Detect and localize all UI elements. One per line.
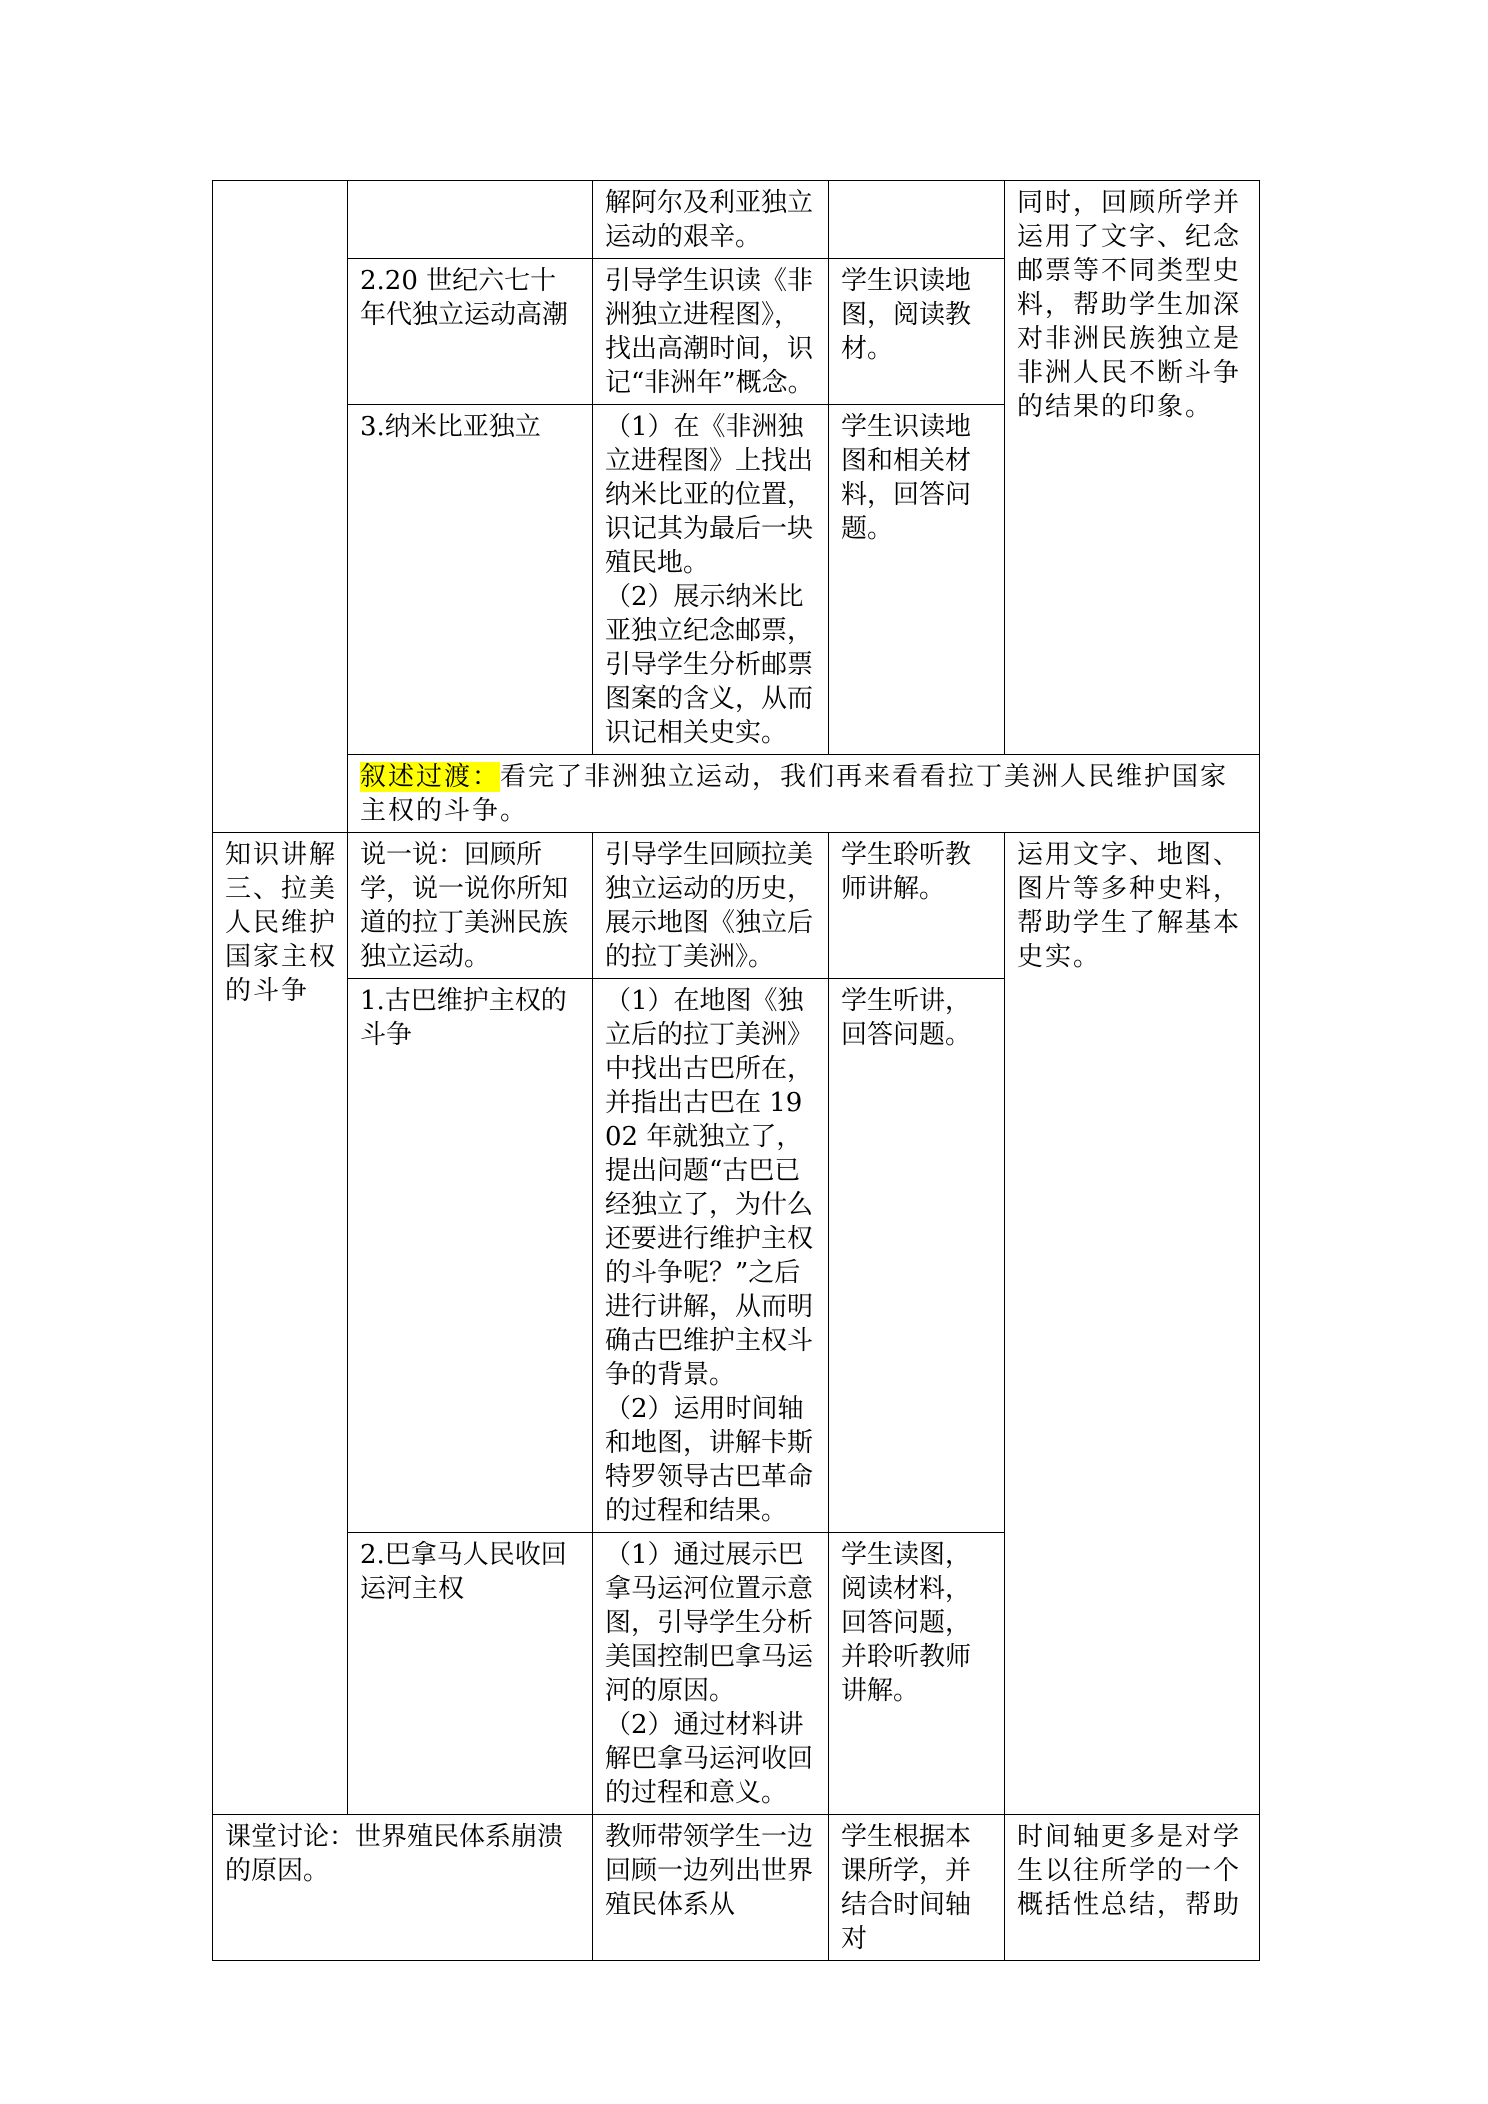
activity-cell bbox=[593, 979, 829, 1533]
section-title-cell bbox=[213, 833, 348, 1815]
student-cell bbox=[829, 1815, 1005, 1961]
activity-cell bbox=[593, 259, 829, 405]
student-text: 学生识读地图和相关材料，回答问题。 bbox=[841, 412, 972, 544]
topic-cell bbox=[348, 181, 593, 259]
topic-text: 说一说：回顾所学，说一说你所知道的拉丁美洲民族独立运动。 bbox=[360, 840, 569, 972]
student-text: 学生根据本课所学，并结合时间轴对 bbox=[841, 1822, 972, 1954]
discussion-topic-cell bbox=[213, 1815, 593, 1961]
topic-text: 1.古巴维护主权的斗争 bbox=[360, 986, 567, 1050]
transition-cell bbox=[348, 755, 1260, 833]
activity-text: 解阿尔及利亚独立运动的艰辛。 bbox=[605, 188, 814, 252]
topic-cell bbox=[348, 259, 593, 405]
purpose-text: 运用文字、地图、图片等多种史料，帮助学生了解基本史实。 bbox=[1017, 840, 1242, 972]
topic-text: 2.巴拿马人民收回运河主权 bbox=[360, 1540, 567, 1604]
topic-cell bbox=[348, 1533, 593, 1815]
purpose-cell bbox=[1005, 181, 1260, 755]
activity-cell bbox=[593, 833, 829, 979]
topic-text: 3.纳米比亚独立 bbox=[360, 412, 541, 442]
activity-cell bbox=[593, 1533, 829, 1815]
purpose-text: 同时，回顾所学并运用了文字、纪念邮票等不同类型史料，帮助学生加深对非洲民族独立是非洲人民不断斗争的结果的印象。 bbox=[1017, 188, 1242, 422]
student-cell bbox=[829, 259, 1005, 405]
activity-text: （2）运用时间轴和地图，讲解卡斯特罗领导古巴革命的过程和结果。 bbox=[605, 1394, 814, 1526]
topic-cell bbox=[348, 979, 593, 1533]
topic-text: 2.20 世纪六七十年代独立运动高潮 bbox=[360, 266, 569, 330]
section-cell-empty bbox=[213, 181, 348, 833]
topic-text: 课堂讨论：世界殖民体系崩溃的原因。 bbox=[225, 1822, 564, 1886]
activity-text: （2）展示纳米比亚独立纪念邮票，引导学生分析邮票图案的含义，从而识记相关史实。 bbox=[605, 582, 814, 748]
student-text: 学生读图，阅读材料，回答问题，并聆听教师讲解。 bbox=[841, 1540, 972, 1706]
activity-text: （1）在《非洲独立进程图》上找出纳米比亚的位置，识记其为最后一块殖民地。 bbox=[605, 412, 814, 578]
activity-text: 教师带领学生一边回顾一边列出世界殖民体系从 bbox=[605, 1822, 814, 1920]
topic-cell bbox=[348, 833, 593, 979]
lesson-plan-table bbox=[212, 180, 1260, 1961]
student-cell bbox=[829, 833, 1005, 979]
activity-text: 引导学生识读《非洲独立进程图》，找出高潮时间，识记“非洲年”概念。 bbox=[605, 266, 814, 398]
activity-text: （1）通过展示巴拿马运河位置示意图，引导学生分析美国控制巴拿马运河的原因。 bbox=[605, 1540, 814, 1706]
student-cell bbox=[829, 405, 1005, 755]
purpose-cell bbox=[1005, 833, 1260, 1815]
activity-text: （1）在地图《独立后的拉丁美洲》中找出古巴所在，并指出古巴在 1902 年就独立了，提出问题“古巴已经独立了，为什么还要进行维护主权的斗争呢？”之后进行讲解，从而明确古巴维护主权斗争的背景。 bbox=[605, 986, 814, 1390]
student-text: 学生聆听教师讲解。 bbox=[841, 840, 972, 904]
student-cell bbox=[829, 1533, 1005, 1815]
student-cell bbox=[829, 979, 1005, 1533]
table-row bbox=[213, 181, 1260, 259]
student-text: 学生听讲，回答问题。 bbox=[841, 986, 972, 1050]
purpose-cell bbox=[1005, 1815, 1260, 1961]
activity-text: （2）通过材料讲解巴拿马运河收回的过程和意义。 bbox=[605, 1710, 814, 1808]
activity-cell bbox=[593, 1815, 829, 1961]
activity-cell bbox=[593, 405, 829, 755]
section-title: 知识讲解三、拉美人民维护国家主权的斗争 bbox=[225, 840, 338, 1006]
transition-text: 看完了非洲独立运动，我们再来看看拉丁美洲人民维护国家主权的斗争。 bbox=[360, 762, 1229, 826]
table-row bbox=[213, 833, 1260, 979]
activity-text: 引导学生回顾拉美独立运动的历史，展示地图《独立后的拉丁美洲》。 bbox=[605, 840, 814, 972]
student-cell bbox=[829, 181, 1005, 259]
purpose-text: 时间轴更多是对学生以往所学的一个概括性总结，帮助 bbox=[1017, 1822, 1242, 1920]
table-row bbox=[213, 755, 1260, 833]
table-row bbox=[213, 1815, 1260, 1961]
student-text: 学生识读地图，阅读教材。 bbox=[841, 266, 972, 364]
activity-cell bbox=[593, 181, 829, 259]
transition-label: 叙述过渡： bbox=[360, 762, 501, 792]
topic-cell bbox=[348, 405, 593, 755]
